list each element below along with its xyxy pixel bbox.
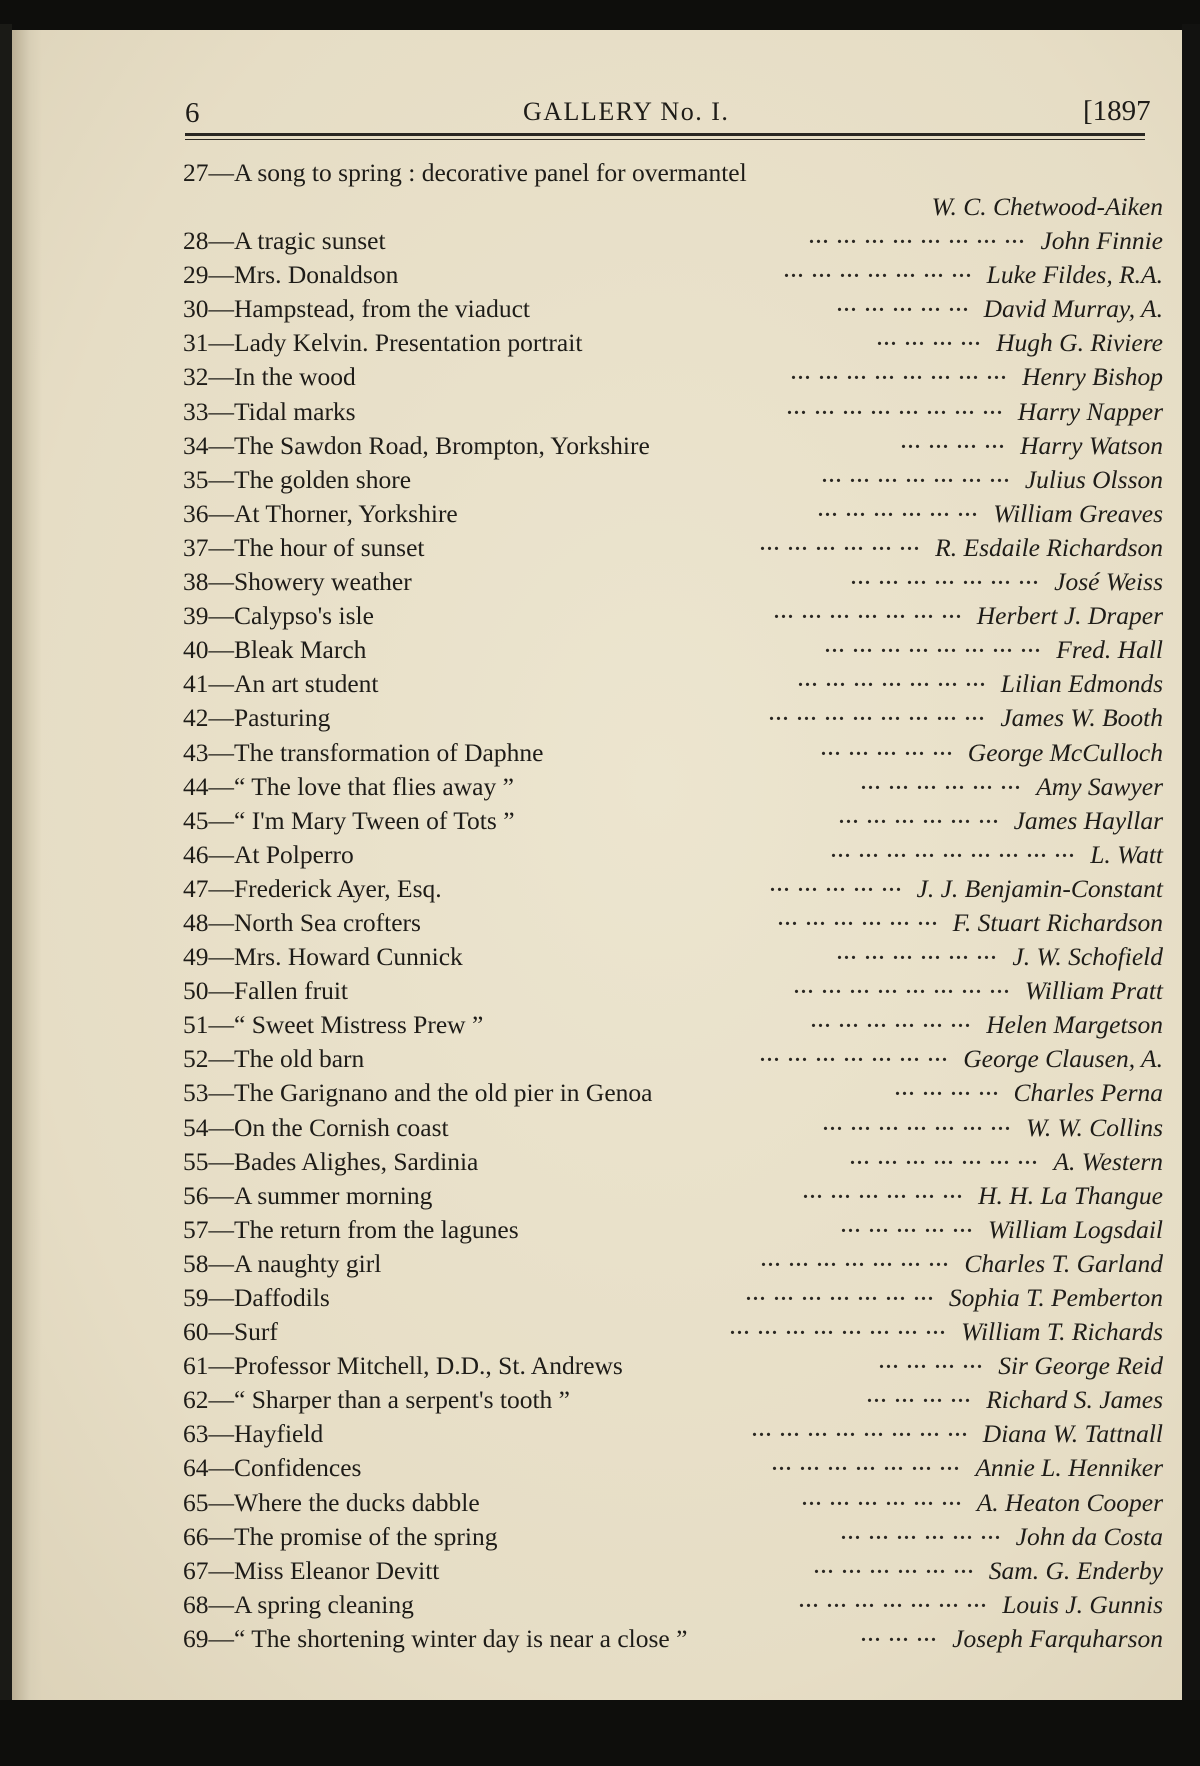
entry-artist: Sophia T. Pemberton	[948, 1283, 1163, 1312]
catalogue-entry	[183, 601, 1163, 635]
dot-leader: ... ... ... ... ... ... ...	[799, 1589, 988, 1612]
dot-leader: ... ... ... ... ... ...	[861, 771, 1022, 794]
catalogue-entry	[183, 772, 1163, 806]
entry-title: 48—North Sea crofters	[183, 907, 421, 937]
dot-leader: ... ... ... ... ... ...	[814, 1555, 975, 1578]
entry-title: 61—Professor Mitchell, D.D., St. Andrews	[183, 1351, 623, 1381]
catalogue-entry	[183, 431, 1163, 465]
entry-artist: George Clausen, A.	[963, 1044, 1163, 1074]
entry-artist: L. Watt	[1090, 839, 1163, 869]
dot-leader: ... ... ... ... ... ...	[818, 498, 979, 521]
dot-leader: ... ... ... ... ... ... ... ...	[769, 703, 986, 726]
entry-artist: William Pratt	[1024, 976, 1163, 1006]
entry-artist: W. C. Chetwood-Aiken	[931, 192, 1163, 222]
entry-artist: Herbert J. Draper	[976, 601, 1163, 631]
entry-title: 40—Bleak March	[183, 635, 367, 665]
dot-leader: ... ... ... ... ... ... ...	[851, 567, 1040, 590]
entry-artist: Harry Napper	[1017, 396, 1163, 426]
entry-artist: William T. Richards	[961, 1317, 1163, 1347]
catalogue-entry	[183, 567, 1163, 601]
catalogue-entry	[183, 1317, 1163, 1351]
entry-artist: J. J. Benjamin-Constant	[916, 873, 1163, 903]
catalogue-entry	[183, 976, 1163, 1010]
catalogue-entry	[183, 1249, 1163, 1283]
entry-artist: W. W. Collins	[1026, 1112, 1163, 1142]
entry-title: 30—Hampstead, from the viaduct	[183, 294, 530, 324]
catalogue-entry-27-artist-line	[183, 192, 1163, 226]
dot-leader: ... ... ... ... ... ... ...	[761, 1248, 950, 1271]
entry-artist: James W. Booth	[1000, 703, 1163, 733]
entry-artist: William Logsdail	[988, 1214, 1163, 1244]
dot-leader: ... ... ...	[861, 1623, 938, 1646]
dot-leader: ... ... ... ... ... ... ...	[774, 601, 963, 624]
catalogue-entry	[183, 669, 1163, 703]
entry-title: 49—Mrs. Howard Cunnick	[183, 942, 463, 972]
entry-title: 38—Showery weather	[183, 567, 412, 597]
catalogue-entry	[183, 1044, 1163, 1078]
catalogue-entry	[183, 1453, 1163, 1487]
catalogue-entry	[183, 1147, 1163, 1181]
catalogue-entry	[183, 226, 1163, 260]
catalogue-entry	[183, 533, 1163, 567]
dot-leader: ... ... ... ... ... ... ... ...	[730, 1317, 947, 1340]
entry-artist: Sam. G. Enderby	[988, 1555, 1163, 1585]
entry-title: 34—The Sawdon Road, Brompton, Yorkshire	[183, 430, 650, 460]
entry-title: 68—A spring cleaning	[183, 1589, 414, 1619]
entry-title: 62—“ Sharper than a serpent's tooth ”	[183, 1385, 570, 1415]
entry-artist: J. W. Schofield	[1012, 942, 1163, 972]
dot-leader: ... ... ... ... ... ... ... ... ...	[831, 839, 1076, 862]
entry-title: 42—Pasturing	[183, 703, 331, 733]
catalogue-entry	[183, 840, 1163, 874]
entries-container	[183, 226, 1163, 1658]
catalogue-entry	[183, 397, 1163, 431]
dot-leader: ... ... ... ... ... ... ... ...	[791, 362, 1008, 385]
entry-artist: F. Stuart Richardson	[952, 907, 1163, 937]
entry-title: 50—Fallen fruit	[183, 976, 349, 1006]
entry-artist: Diana W. Tattnall	[982, 1419, 1163, 1449]
dot-leader: ... ... ... ... ...	[770, 873, 903, 896]
entry-title: 45—“ I'm Mary Tween of Tots ”	[183, 805, 515, 835]
dot-leader: ... ... ... ... ... ... ...	[760, 1044, 949, 1067]
catalogue-entry	[183, 1419, 1163, 1453]
dot-leader: ... ... ... ...	[877, 328, 982, 351]
catalogue-year: [1897	[1083, 95, 1151, 127]
dot-leader: ... ... ... ... ... ...	[760, 532, 921, 555]
catalogue-entry	[183, 806, 1163, 840]
dot-leader: ... ... ... ... ... ... ... ...	[787, 396, 1004, 419]
entry-artist: John Finnie	[1040, 226, 1163, 256]
entry-artist: José Weiss	[1054, 567, 1163, 597]
entry-title: 65—Where the ducks dabble	[183, 1487, 480, 1517]
dot-leader: ... ... ... ...	[867, 1385, 972, 1408]
entry-title: 36—At Thorner, Yorkshire	[183, 498, 458, 528]
entry-title: 28—A tragic sunset	[183, 226, 386, 256]
entry-artist: Fred. Hall	[1056, 635, 1163, 665]
entry-artist: Charles T. Garland	[964, 1248, 1163, 1278]
entry-artist: Luke Fildes, R.A.	[986, 260, 1163, 290]
entry-artist: Helen Margetson	[986, 1010, 1163, 1040]
entry-artist: George McCulloch	[967, 737, 1163, 767]
entry-artist: Julius Olsson	[1024, 464, 1163, 494]
dot-leader: ... ... ... ... ... ... ...	[822, 464, 1011, 487]
entry-title: 33—Tidal marks	[183, 396, 356, 426]
dot-leader: ... ... ... ... ... ...	[841, 1521, 1002, 1544]
dot-leader: ... ... ... ... ... ... ...	[823, 1112, 1012, 1135]
dot-leader: ... ... ... ...	[879, 1351, 984, 1374]
entry-artist: Charles Perna	[1013, 1078, 1163, 1108]
entry-title: 51—“ Sweet Mistress Prew ”	[183, 1010, 484, 1040]
entry-artist: Amy Sawyer	[1036, 771, 1163, 801]
entry-artist: Sir George Reid	[998, 1351, 1163, 1381]
entry-title: 57—The return from the lagunes	[183, 1214, 519, 1244]
dot-leader: ... ... ... ... ... ...	[803, 1180, 964, 1203]
entry-title: 54—On the Cornish coast	[183, 1112, 449, 1142]
catalogue-entry	[183, 908, 1163, 942]
entry-artist: John da Costa	[1015, 1521, 1163, 1551]
entry-artist: Louis J. Gunnis	[1002, 1589, 1163, 1619]
dot-leader: ... ... ... ... ...	[841, 1214, 974, 1237]
entry-title: 69—“ The shortening winter day is near a close ”	[183, 1623, 688, 1653]
dot-leader: ... ... ... ... ...	[821, 737, 954, 760]
dot-leader: ... ... ... ... ... ... ...	[772, 1453, 961, 1476]
dot-leader: ... ... ... ... ... ...	[778, 907, 939, 930]
entry-artist: Lilian Edmonds	[1000, 669, 1163, 699]
entry-title: 66—The promise of the spring	[183, 1521, 498, 1551]
catalogue-entry	[183, 1113, 1163, 1147]
scan-bottom-edge	[0, 1700, 1200, 1766]
entry-title: 35—The golden shore	[183, 464, 412, 494]
dot-leader: ... ... ... ... ... ... ... ...	[809, 226, 1026, 249]
entry-artist: James Hayllar	[1013, 805, 1163, 835]
catalogue-entry	[183, 1488, 1163, 1522]
dot-leader: ... ... ... ... ... ... ...	[798, 669, 987, 692]
entry-title: 56—A summer morning	[183, 1180, 433, 1210]
dot-leader: ... ... ... ...	[901, 430, 1006, 453]
entry-artist: A. Western	[1053, 1146, 1163, 1176]
entry-artist: H. H. La Thangue	[978, 1180, 1163, 1210]
catalogue-entry-27	[183, 158, 1163, 192]
catalogue-entry	[183, 499, 1163, 533]
dot-leader: ... ... ... ... ... ... ...	[850, 1146, 1039, 1169]
entry-artist: William Greaves	[993, 498, 1163, 528]
catalogue-entry	[183, 1283, 1163, 1317]
catalogue-entry	[183, 260, 1163, 294]
catalogue-entry	[183, 942, 1163, 976]
dot-leader: ... ... ... ... ...	[837, 294, 970, 317]
entry-artist: Henry Bishop	[1022, 362, 1163, 392]
catalogue-entry	[183, 1078, 1163, 1112]
catalogue-entry	[183, 294, 1163, 328]
catalogue-entry	[183, 1590, 1163, 1624]
catalogue-entry	[183, 328, 1163, 362]
entry-artist: Hugh G. Riviere	[996, 328, 1163, 358]
catalogue-entry	[183, 703, 1163, 737]
dot-leader: ... ... ... ... ... ... ...	[784, 260, 973, 283]
gallery-title: GALLERY No. I.	[523, 97, 730, 126]
catalogue-entry	[183, 1556, 1163, 1590]
catalogue-entry	[183, 1215, 1163, 1249]
entry-title: 47—Frederick Ayer, Esq.	[183, 873, 442, 903]
entry-artist: R. Esdaile Richardson	[935, 532, 1163, 562]
entry-artist: Richard S. James	[986, 1385, 1163, 1415]
entry-title: 52—The old barn	[183, 1044, 365, 1074]
catalogue-list	[183, 158, 1163, 1658]
catalogue-entry	[183, 465, 1163, 499]
entry-title: 27—A song to spring : decorative panel for overmantel	[183, 158, 747, 187]
dot-leader: ... ... ... ... ... ... ... ...	[752, 1419, 969, 1442]
catalogue-entry	[183, 738, 1163, 772]
catalogue-entry	[183, 635, 1163, 669]
entry-title: 31—Lady Kelvin. Presentation portrait	[183, 328, 583, 358]
catalogue-entry	[183, 874, 1163, 908]
entry-artist: Harry Watson	[1020, 430, 1163, 460]
dot-leader: ... ... ... ... ... ...	[837, 942, 998, 965]
entry-title: 55—Bades Alighes, Sardinia	[183, 1146, 479, 1176]
page-header	[173, 65, 1153, 129]
entry-artist: David Murray, A.	[983, 294, 1163, 324]
dot-leader: ... ... ... ... ... ... ... ...	[825, 635, 1042, 658]
entry-title: 58—A naughty girl	[183, 1248, 382, 1278]
catalogue-entry	[183, 1351, 1163, 1385]
entry-title: 63—Hayfield	[183, 1419, 324, 1449]
entry-title: 39—Calypso's isle	[183, 601, 374, 631]
page-number: 6	[185, 97, 200, 129]
catalogue-entry	[183, 1624, 1163, 1658]
dot-leader: ... ... ... ... ... ...	[802, 1487, 963, 1510]
entry-title: 29—Mrs. Donaldson	[183, 260, 399, 290]
entry-title: 43—The transformation of Daphne	[183, 737, 544, 767]
entry-title: 60—Surf	[183, 1317, 278, 1347]
catalogue-entry	[183, 362, 1163, 396]
entry-title: 46—At Polperro	[183, 839, 354, 869]
catalogue-entry	[183, 1010, 1163, 1044]
dot-leader: ... ... ... ... ... ... ...	[746, 1283, 935, 1305]
entry-title: 32—In the wood	[183, 362, 356, 392]
header-rule-thin	[185, 139, 1145, 140]
entry-title: 53—The Garignano and the old pier in Genoa	[183, 1078, 653, 1108]
entry-artist: A. Heaton Cooper	[976, 1487, 1163, 1517]
catalogue-entry	[183, 1522, 1163, 1556]
scan-right-edge	[1182, 24, 1200, 1714]
scan-top-edge	[0, 0, 1200, 32]
header-rule-thick	[185, 133, 1145, 136]
dot-leader: ... ... ... ...	[895, 1078, 1000, 1101]
dot-leader: ... ... ... ... ... ...	[811, 1010, 972, 1033]
catalogue-entry	[183, 1181, 1163, 1215]
scan-left-edge	[0, 24, 12, 1714]
entry-title: 37—The hour of sunset	[183, 532, 425, 562]
book-binding-shadow	[12, 30, 42, 1705]
entry-title: 59—Daffodils	[183, 1283, 330, 1312]
entry-title: 67—Miss Eleanor Devitt	[183, 1555, 440, 1585]
entry-title: 41—An art student	[183, 669, 379, 699]
entry-title: 64—Confidences	[183, 1453, 362, 1483]
dot-leader: ... ... ... ... ... ...	[839, 805, 1000, 828]
catalogue-entry	[183, 1385, 1163, 1419]
entry-artist: Annie L. Henniker	[975, 1453, 1163, 1483]
entry-title: 44—“ The love that flies away ”	[183, 771, 514, 801]
dot-leader: ... ... ... ... ... ... ... ...	[794, 976, 1011, 999]
entry-artist: Joseph Farquharson	[952, 1623, 1163, 1653]
